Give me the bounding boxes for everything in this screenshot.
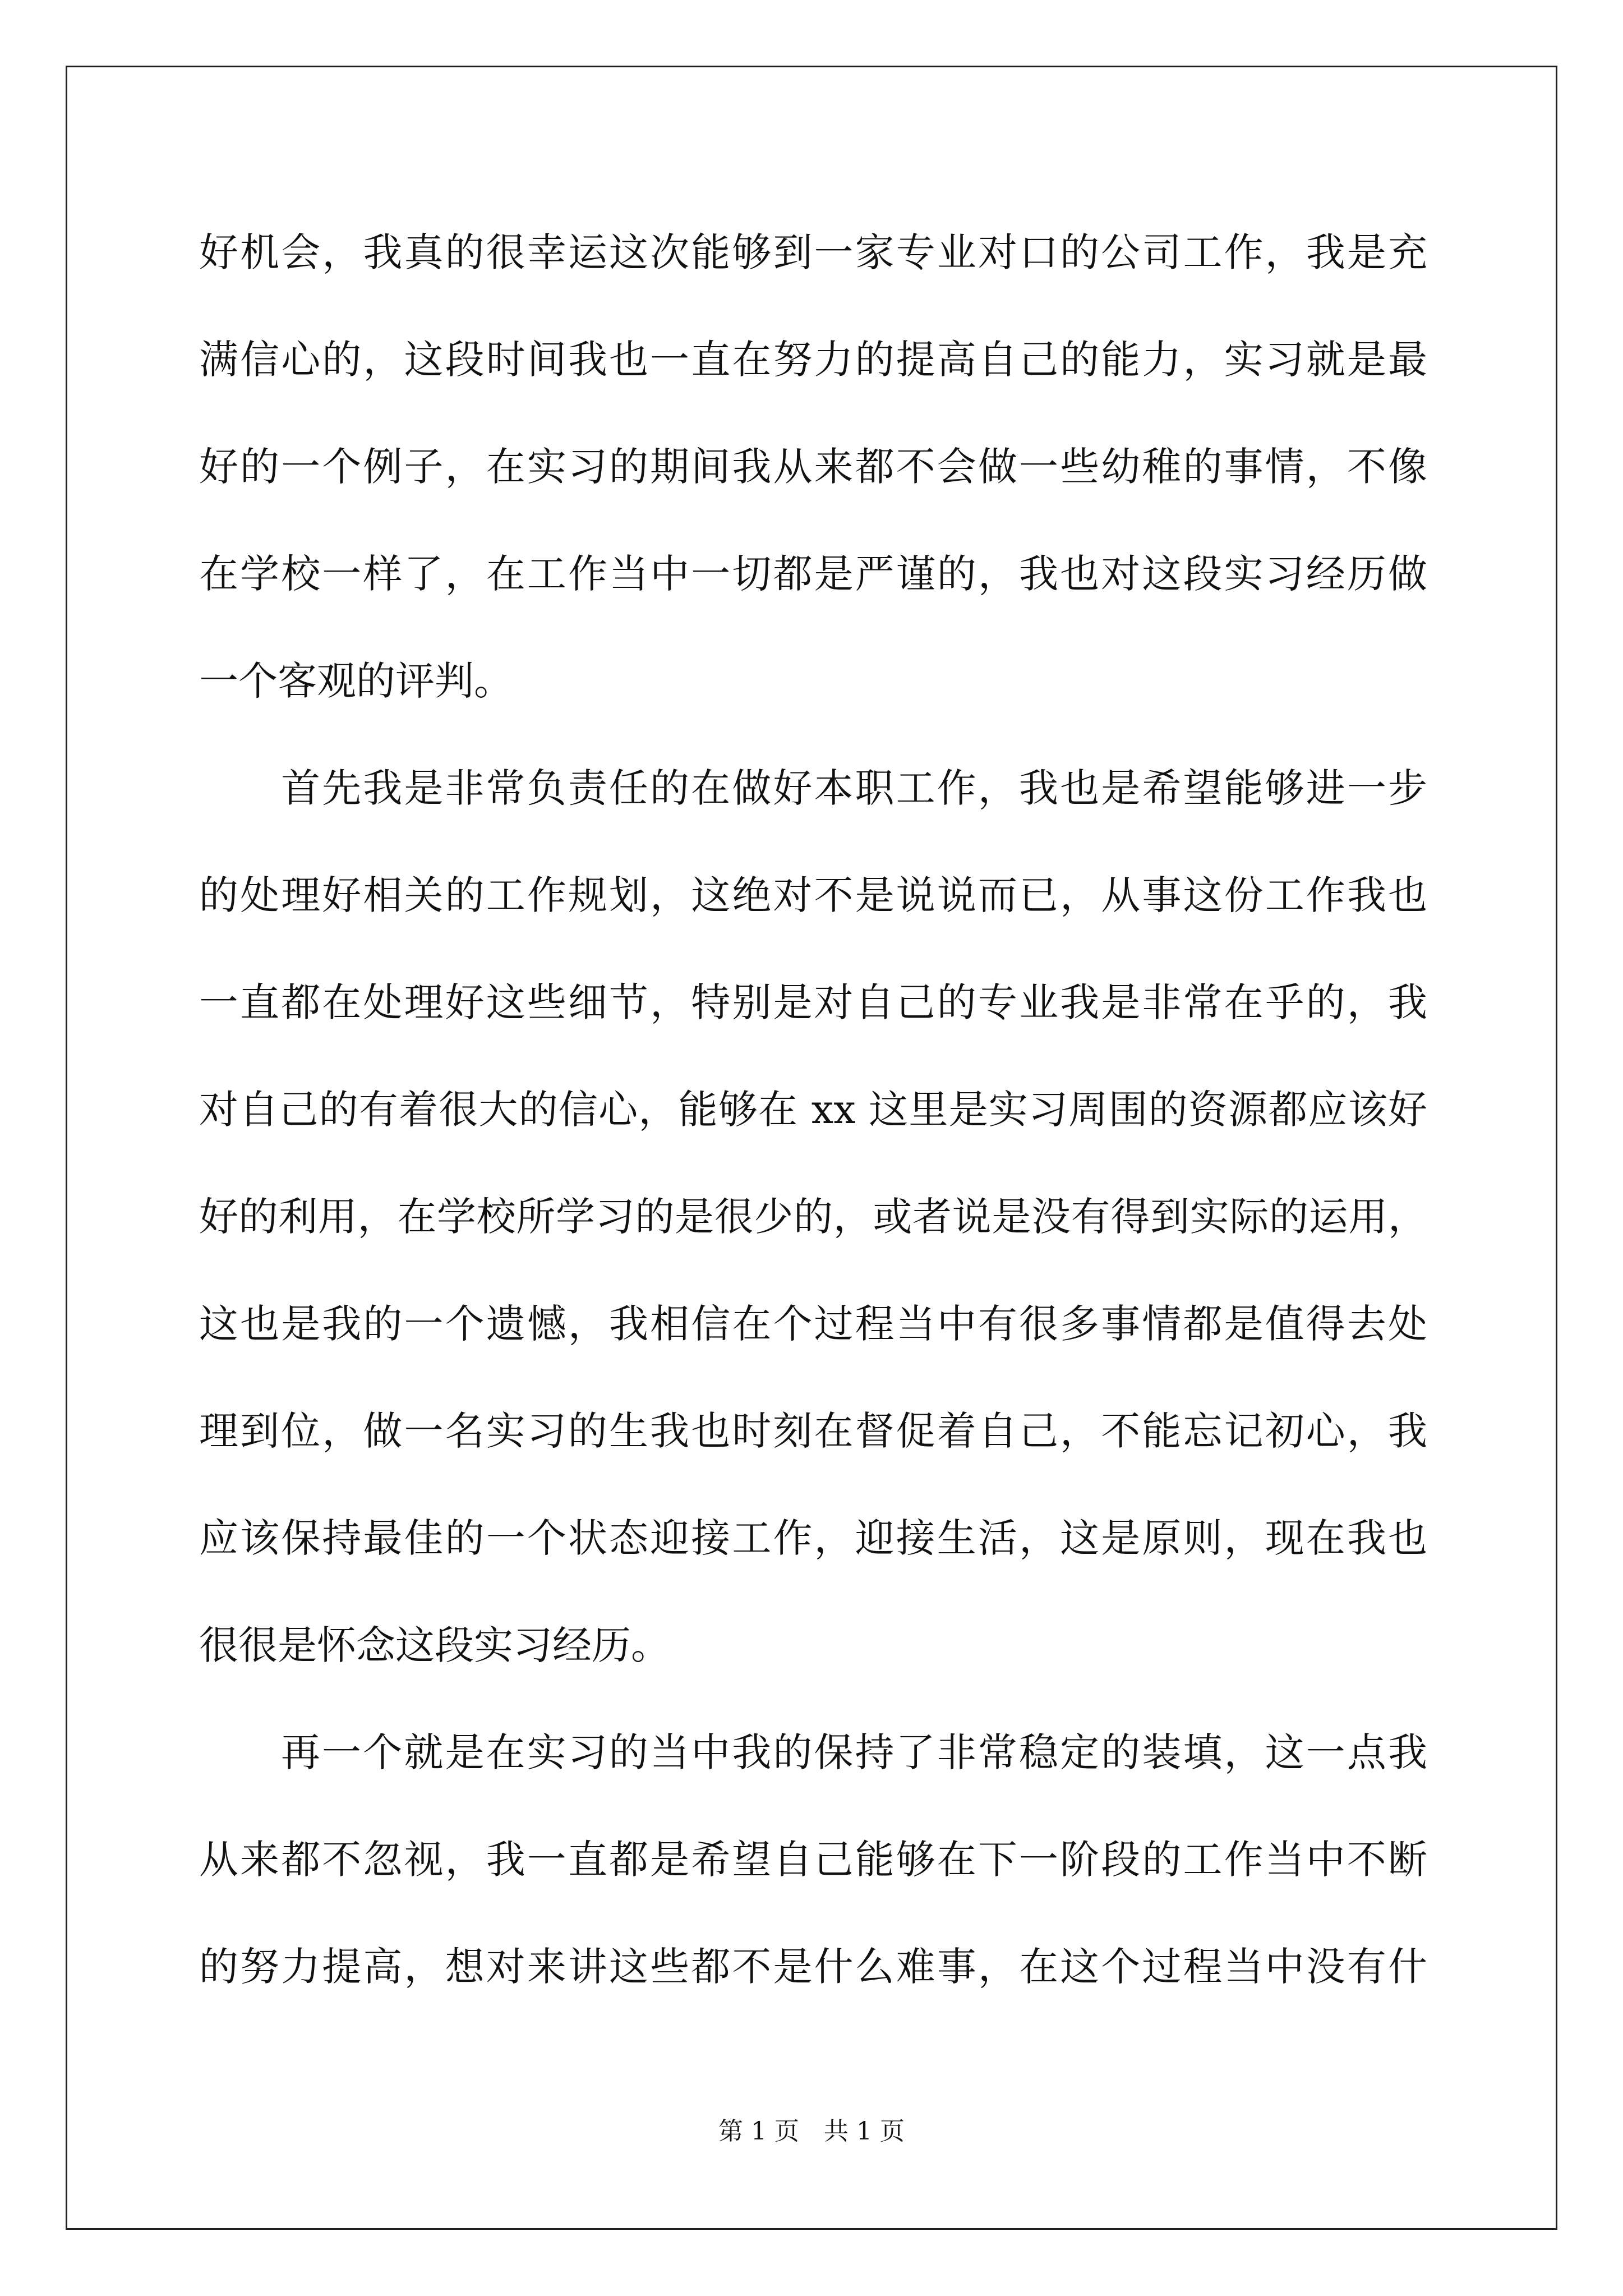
- page-number-footer: 第 1 页 共 1 页: [718, 2117, 905, 2146]
- text-line: 对自己的有着很大的信心，能够在 xx 这里是实习周围的资源都应该好: [199, 1087, 1427, 1133]
- text-line: 好的利用，在学校所学习的是很少的，或者说是没有得到实际的运用，: [199, 1194, 1427, 1240]
- text-line: 在学校一样了，在工作当中一切都是严谨的，我也对这段实习经历做: [199, 551, 1427, 597]
- text-line: 好的一个例子，在实习的期间我从来都不会做一些幼稚的事情，不像: [199, 444, 1427, 490]
- document-body: [199, 216, 1427, 2037]
- text-line: 的努力提高，想对来讲这些都不是什么难事，在这个过程当中没有什: [199, 1944, 1427, 1990]
- text-line: 理到位，做一名实习的生我也时刻在督促着自己，不能忘记初心，我: [199, 1408, 1427, 1454]
- text-line: 满信心的，这段时间我也一直在努力的提高自己的能力，实习就是最: [199, 337, 1427, 383]
- text-line: 好机会，我真的很幸运这次能够到一家专业对口的公司工作，我是充: [199, 229, 1427, 275]
- paragraph-first-line: 首先我是非常负责任的在做好本职工作，我也是希望能够进一步: [281, 765, 1427, 811]
- text-line: 的处理好相关的工作规划，这绝对不是说说而已，从事这份工作我也: [199, 872, 1427, 918]
- text-line: 从来都不忽视，我一直都是希望自己能够在下一阶段的工作当中不断: [199, 1837, 1427, 1883]
- paragraph-first-line: 再一个就是在实习的当中我的保持了非常稳定的装填，这一点我: [281, 1729, 1427, 1775]
- text-line: 很很是怀念这段实习经历。: [199, 1622, 670, 1668]
- text-line: 应该保持最佳的一个状态迎接工作，迎接生活，这是原则，现在我也: [199, 1515, 1427, 1561]
- text-line: 一直都在处理好这些细节，特别是对自己的专业我是非常在乎的，我: [199, 979, 1427, 1025]
- text-line: 一个客观的评判。: [199, 658, 513, 704]
- text-line: 这也是我的一个遗憾，我相信在个过程当中有很多事情都是值得去处: [199, 1301, 1427, 1347]
